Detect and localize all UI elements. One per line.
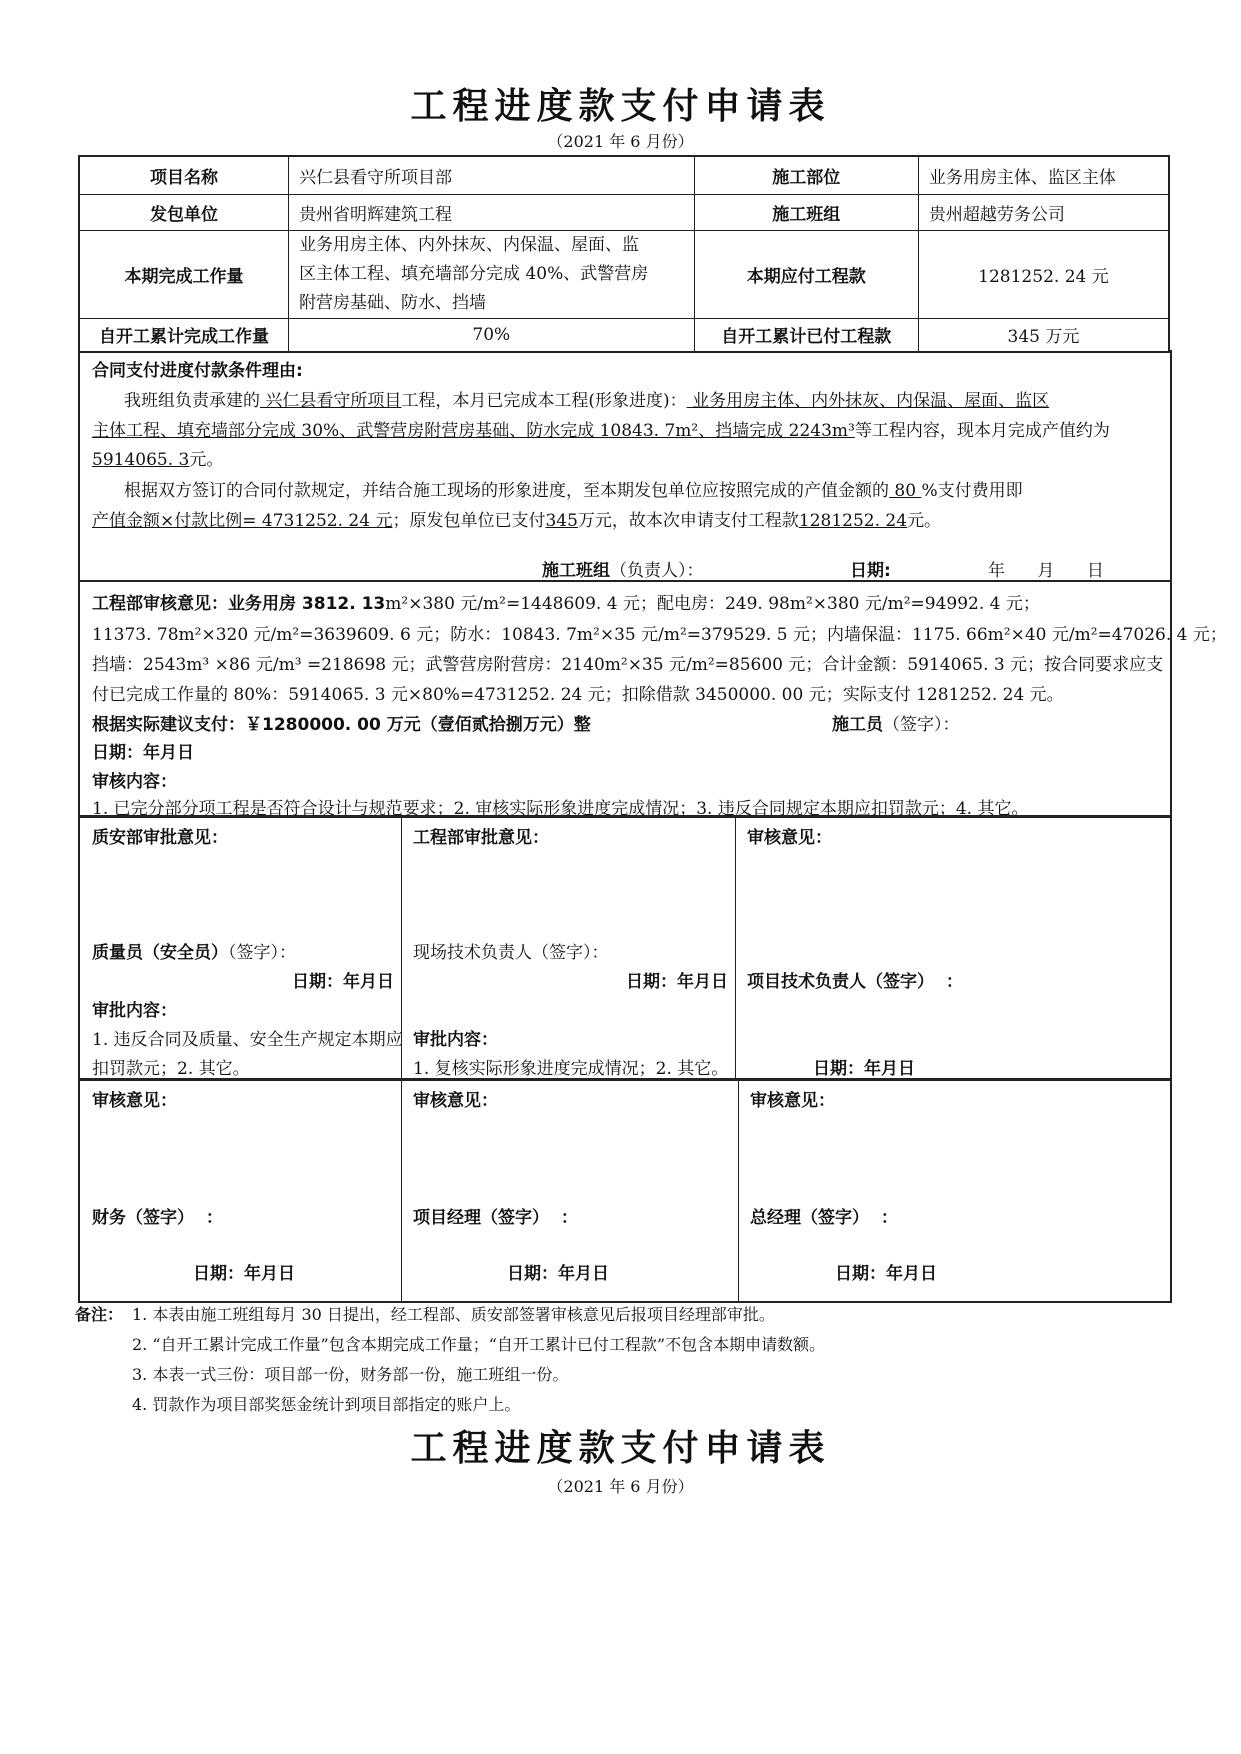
approvals-divider-2 xyxy=(735,816,736,1079)
team-value: 贵州超越劳务公司 xyxy=(918,194,1169,230)
final-divider-2 xyxy=(738,1079,739,1301)
finance-date: 日期：年月日 xyxy=(193,1264,295,1284)
note-4: 4. 罚款作为项目部奖惩金统计到项目部指定的账户上。 xyxy=(132,1395,521,1414)
eng-date: 日期：年月日 xyxy=(626,972,728,992)
project-name-label: 项目名称 xyxy=(79,156,289,194)
note-2: 2. “自开工累计完成工作量”包含本期完成工作量；“自开工累计已付工程款”不包含本期申请数额。 xyxy=(132,1335,826,1354)
cum-work-value: 70% xyxy=(289,318,694,352)
reason-heading: 合同支付进度付款条件理由: xyxy=(92,361,303,381)
quality-content-label: 审批内容： xyxy=(92,1001,177,1021)
footer-title: 工程进度款支付申请表 xyxy=(410,1428,831,1469)
quality-date: 日期：年月日 xyxy=(292,972,394,992)
reason-p2-line2: 产值金额×付款比例= 4731252. 24 元；原发包单位已支付345万元，故本次申请支付工程款1281252. 24元。 xyxy=(92,511,942,531)
pm-sign: 项目经理（签字） ： xyxy=(413,1208,578,1228)
approvals-section xyxy=(78,815,1172,1081)
quality-content-line-1: 1. 违反合同及质量、安全生产规定本期应 xyxy=(92,1030,403,1050)
final-sign-section xyxy=(78,1078,1172,1303)
work-line-1: 业务用房主体、内外抹灰、内保温、屋面、监 xyxy=(299,234,640,255)
review-section xyxy=(78,581,1227,819)
site-label: 施工部位 xyxy=(694,156,918,194)
audit-heading: 审核意见： xyxy=(747,828,832,848)
audit-date: 日期：年月日 xyxy=(813,1059,915,1079)
finance-sign: 财务（签字） ： xyxy=(92,1208,223,1228)
page-period: （2021 年 6 月份） xyxy=(547,132,694,151)
team-leader-sign: 施工班组（负责人）： xyxy=(542,561,704,581)
quality-sign: 质量员（安全员）（签字）： xyxy=(92,943,296,963)
cum-paid-value: 345 万元 xyxy=(918,318,1169,352)
review-suggest: 根据实际建议支付：￥1280000. 00 万元（壹佰贰拾捌万元）整 xyxy=(92,715,591,735)
review-line-4: 付已完成工作量的 80%：5914065. 3 元×80%=4731252. 24 元；扣除借款 3450000. 00 元；实际支付 1281252. 24 元。 xyxy=(92,685,1064,705)
info-table xyxy=(78,155,1170,353)
eng-heading: 工程部审批意见： xyxy=(413,828,549,848)
gm-heading: 审核意见： xyxy=(750,1091,835,1111)
contractor-value: 贵州省明辉建筑工程 xyxy=(289,194,694,230)
review-line-1: 工程部审核意见：业务用房 3812. 13m²×380 元/m²=1448609. 4 元；配电房：249. 98m²×380 元/m²=94992. 4 元； xyxy=(92,594,1040,614)
reason-p2-line1: 根据双方签订的合同付款规定，并结合施工现场的形象进度，至本期发包单位应按照完成的产值金额的 80 %支付费用即 xyxy=(124,481,1023,501)
note-3: 3. 本表一式三份：项目部一份，财务部一份，施工班组一份。 xyxy=(132,1365,569,1384)
reason-p1-line2: 主体工程、填充墙部分完成 30%、武警营房附营房基础、防水完成 10843. 7m²、挡墙完成 2243m³等工程内容，现本月完成产值约为 xyxy=(92,421,1110,441)
work-line-2: 区主体工程、填充墙部分完成 40%、武警营房 xyxy=(299,263,649,284)
reason-date-label: 日期: xyxy=(850,561,891,581)
review-line-3: 挡墙：2543m³ ×86 元/m³ =218698 元；武警营房附营房：2140m²×35 元/m²=85600 元；合计金额：5914065. 3 元；按合同要求应支 xyxy=(92,655,1164,675)
project-name-value: 兴仁县看守所项目部 xyxy=(289,156,694,194)
work-value xyxy=(289,230,694,318)
reason-section xyxy=(78,350,1172,582)
pm-date: 日期：年月日 xyxy=(507,1264,609,1284)
review-line-2: 11373. 78m²×320 元/m²=3639609. 6 元；防水：10843. 7m²×35 元/m²=379529. 5 元；内墙保温：1175. 66m²×40 元/m²=47026. 4 元； xyxy=(92,625,1227,645)
review-content-label: 审核内容： xyxy=(92,772,177,792)
gm-date: 日期：年月日 xyxy=(835,1264,937,1284)
payable-value: 1281252. 24 元 xyxy=(918,230,1169,318)
contractor-label: 发包单位 xyxy=(79,194,289,230)
gm-sign: 总经理（签字） ： xyxy=(750,1208,898,1228)
cum-paid-label: 自开工累计已付工程款 xyxy=(694,318,918,352)
work-line-3: 附营房基础、防水、挡墙 xyxy=(299,292,487,313)
reason-p1-line1: 我班组负责承建的 兴仁县看守所项目工程，本月已完成本工程(形象进度)： 业务用房主体、内外抹灰、内保温、屋面、监区 xyxy=(124,391,1050,411)
work-label: 本期完成工作量 xyxy=(79,230,289,318)
finance-heading: 审核意见： xyxy=(92,1091,177,1111)
page-title: 工程进度款支付申请表 xyxy=(410,86,831,127)
notes-label: 备注： xyxy=(75,1305,124,1324)
worker-sign: 施工员（签字）： xyxy=(832,715,960,735)
eng-content: 1. 复核实际形象进度完成情况；2. 其它。 xyxy=(413,1059,729,1079)
eng-content-label: 审批内容： xyxy=(413,1030,498,1050)
eng-sign: 现场技术负责人（签字）： xyxy=(413,943,609,963)
site-value: 业务用房主体、监区主体 xyxy=(918,156,1169,194)
pm-heading: 审核意见： xyxy=(413,1091,498,1111)
quality-heading: 质安部审批意见： xyxy=(92,828,228,848)
team-label: 施工班组 xyxy=(694,194,918,230)
cum-work-label: 自开工累计完成工作量 xyxy=(79,318,289,352)
review-date: 日期：年月日 xyxy=(92,743,194,763)
payable-label: 本期应付工程款 xyxy=(694,230,918,318)
note-1: 1. 本表由施工班组每月 30 日提出，经工程部、质安部签署审核意见后报项目经理部审批。 xyxy=(132,1305,775,1324)
reason-date-value: 年 月 日 xyxy=(988,561,1104,581)
audit-sign: 项目技术负责人（签字） ： xyxy=(747,972,963,992)
footer-period: （2021 年 6 月份） xyxy=(547,1477,694,1496)
final-divider-1 xyxy=(401,1079,402,1301)
reason-p1-line3: 5914065. 3元。 xyxy=(92,450,224,470)
review-content: 1. 已完分部分项工程是否符合设计与规范要求；2. 审核实际形象进度完成情况；3. 违反合同规定本期应扣罚款元；4. 其它。 xyxy=(92,799,1029,819)
quality-content-line-2: 扣罚款元；2. 其它。 xyxy=(92,1059,250,1079)
